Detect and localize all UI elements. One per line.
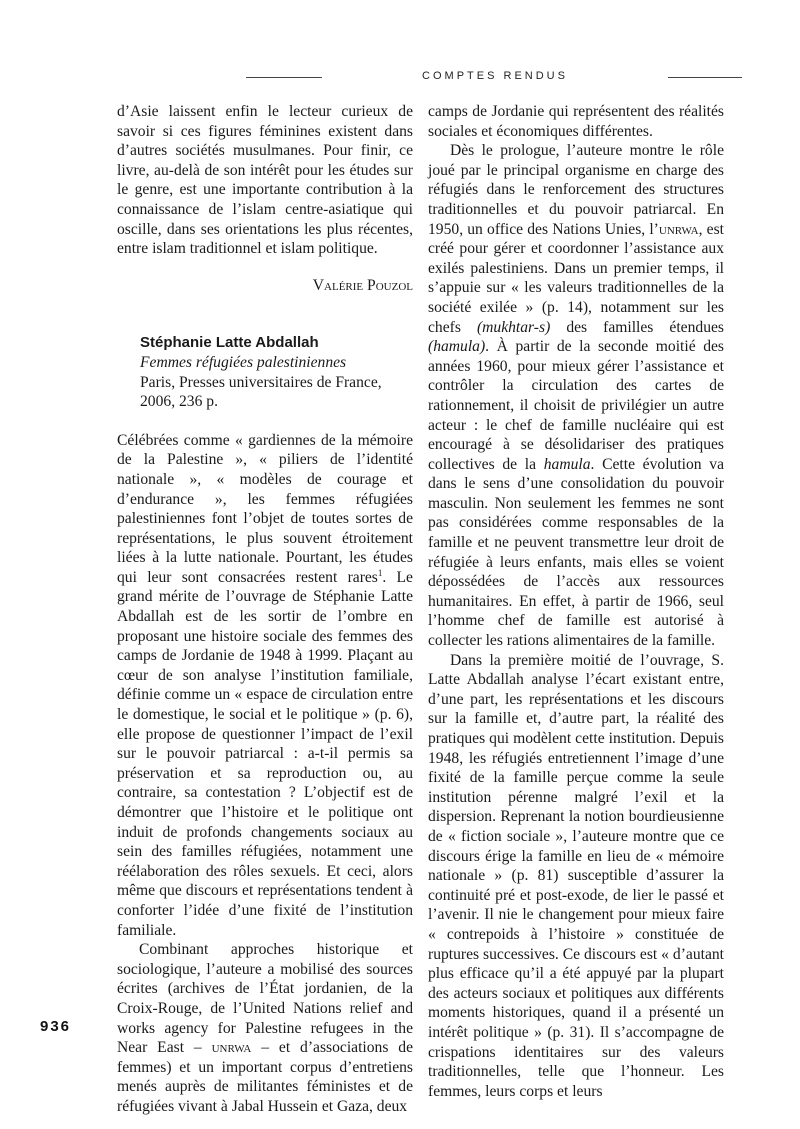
term-hamula: (hamula) (428, 338, 486, 356)
running-title: COMPTES RENDUS (422, 70, 568, 82)
paragraph-3-part-e: . Cette évolution va dans le sens d’une consolidation du pouvoir masculin. Non seulement les femmes ne sont pas considérées comme responsables de la famille et ne peuvent transmettre leur droit de réfugiée à leurs enfants, mais elles se voient dépossédées de l’accès aux ressources humanitaires. En effet, à partir de 1966, seul l’homme chef de famille est autorisé à collecter les rations alimentaires de la famille. (428, 455, 724, 650)
header-rule-left (246, 77, 322, 78)
paragraph-3-part-b: , est créé pour gérer et coordonner l’assistance aux exilés palestiniens. Dans un premier temps, il s’appuie sur « les valeurs traditionnelles de la société exilée » (p. 14), notamment sur les chefs (428, 220, 724, 336)
paragraph-3 (428, 141, 724, 650)
acronym-unrwa: unrwa (211, 1039, 252, 1057)
running-header (246, 70, 742, 84)
publisher-line-2: 2006, 236 p. (140, 393, 218, 411)
paragraph-1 (117, 431, 413, 940)
paragraph-2-part-a: Combinant approches historique et sociologique, l’auteure a mobilisé des sources écrites (archives de l’État jordanien, de la Croix-Rouge, de l’United Nations relief and works agency for Palestine refugees in the Near East – (117, 941, 413, 1057)
book-author: Stéphanie Latte Abdallah (140, 334, 319, 352)
previous-review-tail: d’Asie laissent enfin le lecteur curieux de savoir si ces figures féminines existent dans d’autres sociétés musulmanes. Pour finir, ce livre, au-delà de son intérêt pour les études sur le genre, est une importante contribution à la connaissance de l’islam centre-asiatique qui oscille, dans ses orientations les plus récentes, entre islam traditionnel et islam politique. (117, 103, 413, 258)
left-column (117, 102, 413, 1117)
page-number: 936 (40, 1018, 72, 1035)
paragraph-2 (117, 940, 413, 1116)
review-signature (117, 276, 413, 296)
term-mukhtar: (mukhtar-s) (476, 318, 551, 336)
right-column (428, 102, 724, 1101)
paragraph-3-part-a: Dès le prologue, l’auteure montre le rôle joué par le principal organisme en charge des réfugiés dans le renforcement des structures traditionnelles et du pouvoir patriarcal. En 1950, un office des Nations Unies, l’ (428, 142, 724, 238)
paragraph-1-part-a: Célébrées comme « gardiennes de la mémoire de la Palestine », « piliers de l’identité nationale », « modèles de courage et d’endurance », les femmes réfugiées palestiniennes font l’objet de toutes sortes de représentations, le plus souvent étroitement liées à la lutte nationale. Pourtant, les études qui leur sont consacrées restent rares (117, 431, 413, 586)
paragraph-1-part-b: . Le grand mérite de l’ouvrage de Stéphanie Latte Abdallah est de les sortir de l’ombre en proposant une histoire sociale des femmes des camps de Jordanie de 1948 à 1999. Plaçant au cœur de son analyse l’institution familiale, définie comme un « espace de circulation entre le domestique, le social et le politique » (p. 6), elle propose de questionner l’impact de l’exil sur le pouvoir patriarcal : a-t-il permis sa préservation et sa reproduction ou, au contraire, sa contestation ? L’objectif est de démontrer que l’histoire et le politique ont induit de profonds changements sociaux au sein des familles réfugiées, notamment une réélaboration des rôles sexuels. Et ceci, alors même que discours et représentations tendent à conforter l’idée d’une fixité de l’institution familiale. (117, 568, 413, 939)
term-hamula: hamula (543, 455, 591, 473)
paragraph-3-part-d: . À partir de la seconde moitié des années 1960, pour mieux gérer l’assistance et contrôler la circulation des cartes de rationnement, il choisit de privilégier un autre acteur : le chef de famille nucléaire qui est encouragé à se désolidariser des pratiques collectives de la (428, 338, 724, 473)
paragraph-3-part-c: des familles étendues (550, 318, 724, 336)
acronym-unrwa: unrwa (658, 220, 699, 238)
publisher-line-1: Paris, Presses universitaires de France, (140, 373, 382, 391)
paragraph-4: Dans la première moitié de l’ouvrage, S. Latte Abdallah analyse l’écart existant entre, d’une part, les représentations et les discours sur la famille et, d’autre part, la réalité des pratiques qui modèlent cette institution. Depuis 1948, les réfugiés entretiennent l’image d’une fixité de la famille perçue comme la seule institution pérenne malgré l’exil et la dispersion. Reprenant la notion bourdieusienne de « fiction sociale », l’auteure montre que ce discours érige la famille en lieu de « mémoire nationale » (p. 81) susceptible d’assurer la continuité pré et post-exode, de lier le passé et l’avenir. Il nie le changement pour mieux faire « contrepoids à l’histoire » constituée de ruptures successives. Ce discours est « d’autant plus efficace qu’il a été appuyé par la plupart des acteurs sociaux et politiques aux différents moments historiques, quand il a présenté un intérêt politique » (p. 31). Il s’accompagne de crispations identitaires sur des valeurs traditionnelles, telle que l’honneur. Les femmes, leurs corps et leurs (428, 651, 724, 1100)
footnote-reference[interactable]: 1 (377, 567, 383, 578)
signature-name: Valérie Pouzol (312, 276, 413, 294)
review-header (140, 333, 413, 411)
paragraph-2-part-b: – et d’associations de femmes) et un important corpus d’entretiens menés auprès de militantes féministes et de réfugiées vivant à Jabal Hussein et Gaza, deux (117, 1039, 413, 1115)
book-title: Femmes réfugiées palestiniennes (140, 353, 347, 371)
header-rule-right (668, 77, 742, 78)
paragraph-2-continued: camps de Jordanie qui représentent des réalités sociales et économiques différentes. (428, 103, 724, 140)
